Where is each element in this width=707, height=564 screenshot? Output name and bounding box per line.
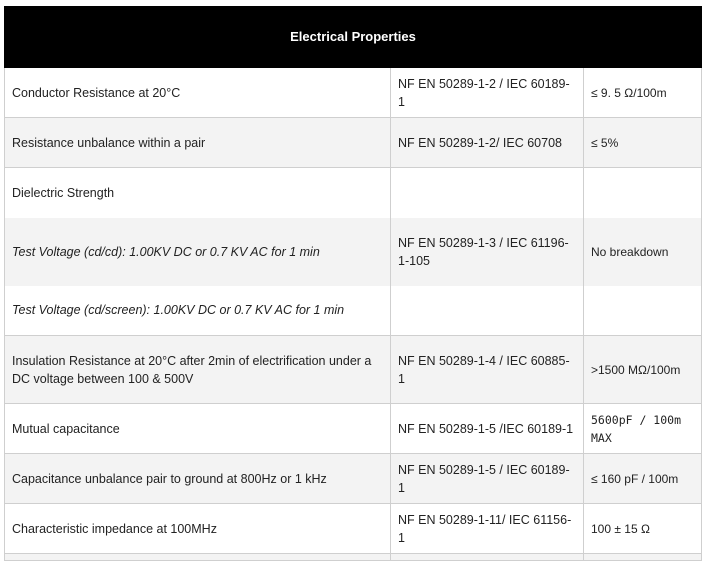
table-row xyxy=(5,504,702,554)
property-cell: Test Voltage (cd/screen): 1.00KV DC or 0.7 KV AC for 1 min xyxy=(5,286,391,336)
table-row xyxy=(5,118,702,168)
value-cell: No breakdown xyxy=(584,218,702,286)
value-cell xyxy=(584,168,702,218)
standard-cell xyxy=(391,168,584,218)
table-row xyxy=(5,286,702,336)
standard-cell: NF EN 50289-1-2/ IEC 60708 xyxy=(391,118,584,168)
property-cell: Characteristic impedance at 100MHz xyxy=(5,504,391,554)
electrical-properties-table xyxy=(4,6,702,561)
property-cell: Mutual capacitance xyxy=(5,404,391,454)
table-row xyxy=(5,404,702,454)
standard-cell: NF EN 50289-1-5 / IEC 60189-1 xyxy=(391,454,584,504)
property-cell: Resistance unbalance within a pair xyxy=(5,118,391,168)
value-cell: ≤ 160 pF / 100m xyxy=(584,454,702,504)
standard-cell: NF EN 50289-1-3 / IEC 61196-1-105 xyxy=(391,218,584,286)
standard-cell: NF EN 50289-1-2 / IEC 60189-1 xyxy=(391,68,584,118)
property-cell: Insulation Resistance at 20°C after 2min of electrification under a DC voltage between 100 & 500V xyxy=(5,336,391,404)
value-cell: 100 ± 15 Ω xyxy=(584,504,702,554)
table-row xyxy=(5,68,702,118)
property-cell: Capacitance unbalance pair to ground at 800Hz or 1 kHz xyxy=(5,454,391,504)
table-title: Electrical Properties xyxy=(5,7,702,68)
value-cell: ≤ 5% xyxy=(584,118,702,168)
value-cell: >1500 MΩ/100m xyxy=(584,336,702,404)
standard-cell: NF EN 50289-1-5 /IEC 60189-1 xyxy=(391,404,584,454)
table-row-cut-off xyxy=(5,554,702,561)
value-cell: 5600pF / 100m MAX xyxy=(584,404,702,454)
table-row xyxy=(5,168,702,218)
standard-cell: NF EN 50289-1-4 / IEC 60885-1 xyxy=(391,336,584,404)
standard-cell: NF EN 50289-1-11/ IEC 61156-1 xyxy=(391,504,584,554)
value-cell: ≤ 9. 5 Ω/100m xyxy=(584,68,702,118)
property-cell: Test Voltage (cd/cd): 1.00KV DC or 0.7 KV AC for 1 min xyxy=(5,218,391,286)
property-cell: Conductor Resistance at 20°C xyxy=(5,68,391,118)
value-cell xyxy=(584,286,702,336)
table-row xyxy=(5,336,702,404)
table-row xyxy=(5,454,702,504)
standard-cell xyxy=(391,286,584,336)
property-cell: Dielectric Strength xyxy=(5,168,391,218)
table-row xyxy=(5,218,702,286)
